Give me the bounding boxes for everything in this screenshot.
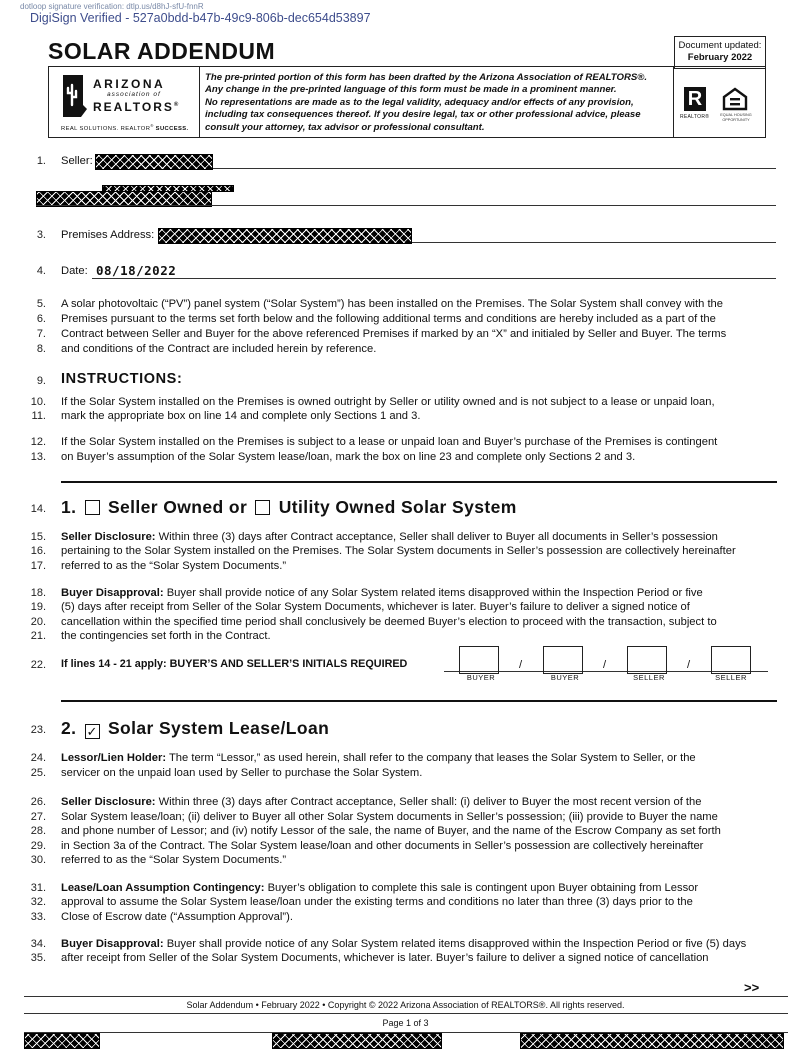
continue-arrow: >> bbox=[744, 980, 760, 995]
buyer-disapproval-line: cancellation within the specified time period shall conclusively be deemed Buyer’s election to proceed with the transaction, subject to bbox=[61, 616, 717, 628]
intro-para-line: Contract between Seller and Buyer for the above referenced Premises if marked by an “X” and initialed by Seller and Buyer. The terms bbox=[61, 328, 727, 340]
line-number: 8. bbox=[36, 343, 46, 355]
seller-initials-box[interactable] bbox=[627, 646, 667, 674]
seller-name-redacted bbox=[95, 154, 213, 170]
buyer-disapproval-line: the contingencies set forth in the Contract. bbox=[61, 630, 271, 642]
document-updated-box bbox=[674, 36, 766, 69]
intro-line: The pre-printed portion of this form has been drafted by the Arizona Association of REALTORS®. bbox=[205, 72, 648, 83]
line-number: 3. bbox=[36, 229, 46, 241]
realtor-r-icon: R bbox=[684, 87, 706, 111]
section-2-number: 2. bbox=[61, 718, 77, 738]
realtor-mark: REALTOR® bbox=[680, 114, 710, 120]
line-number: 13. bbox=[30, 451, 46, 463]
section-1-heading bbox=[61, 497, 517, 518]
eho-label: EQUAL HOUSING OPPORTUNITY bbox=[720, 113, 752, 122]
footer-redacted-2 bbox=[272, 1033, 442, 1049]
initials-required-label: If lines 14 - 21 apply: BUYER’S AND SELLER’S INITIALS REQUIRED bbox=[61, 658, 408, 670]
line-number: 17. bbox=[30, 560, 46, 572]
intro-line: including tax consequences thereof. If you desire legal, tax or other professional advice, please bbox=[205, 109, 641, 121]
section-1-number: 1. bbox=[61, 497, 77, 517]
line-number: 31. bbox=[30, 882, 46, 894]
logo-realtors: REALTORS® bbox=[93, 100, 181, 114]
intro-para-line: A solar photovoltaic (“PV”) panel system (“Solar System”) has been installed on the Premises. The Solar System shall convey with the bbox=[61, 298, 724, 310]
line-number: 12. bbox=[30, 436, 46, 448]
seller-disclosure-label: Seller Disclosure: bbox=[61, 531, 156, 543]
footer-redacted-3 bbox=[520, 1033, 784, 1049]
line-number: 30. bbox=[30, 854, 46, 866]
line-number: 7. bbox=[36, 328, 46, 340]
line-number: 4. bbox=[36, 265, 46, 277]
assumption-label: Lease/Loan Assumption Contingency: bbox=[61, 882, 265, 894]
digisign-verification: DigiSign Verified - 527a0bdd-b47b-49c9-806b-dec654d53897 bbox=[30, 11, 371, 25]
seller-disclosure-2-line: Seller Disclosure: Within three (3) days after Contract acceptance, Seller shall: (i) deliver to Buyer the most recent version of the bbox=[61, 796, 702, 808]
initials-label: BUYER bbox=[466, 673, 496, 682]
line-number: 1. bbox=[36, 155, 46, 167]
line-number: 24. bbox=[30, 752, 46, 764]
line-number: 21. bbox=[30, 630, 46, 642]
seller-disclosure-2-line: in Section 3a of the Contract. The Solar System lease/loan and other documents in Seller’s possession are collectively hereinafter bbox=[61, 840, 704, 852]
line-number: 9. bbox=[36, 375, 46, 387]
seller-field-2[interactable] bbox=[36, 205, 776, 206]
footer-redacted-1 bbox=[24, 1033, 100, 1049]
buyer-disapproval-line: Buyer Disapproval: Buyer shall provide notice of any Solar System related items disapproved within the Inspection Period or five bbox=[61, 587, 703, 599]
seller-disclosure-2-label: Seller Disclosure: bbox=[61, 796, 156, 808]
initials-slash: / bbox=[603, 659, 607, 671]
lease-loan-checkbox[interactable]: ✓ bbox=[86, 724, 98, 739]
section-1-title-b: Utility Owned Solar System bbox=[278, 497, 517, 517]
instructions-line: mark the appropriate box on line 14 and complete only Sections 1 and 3. bbox=[61, 410, 421, 422]
doc-updated-label: Document updated: bbox=[678, 40, 762, 51]
line-number: 28. bbox=[30, 825, 46, 837]
footer-rule bbox=[24, 1013, 788, 1014]
lessor-label: Lessor/Lien Holder: bbox=[61, 752, 167, 764]
logo-brand: ARIZONA bbox=[93, 77, 166, 91]
seller-disclosure-2-line: Solar System lease/loan; (ii) deliver to Buyer all other Solar System documents in Seller’s possession; (iii) provide to Buyer the name bbox=[61, 811, 718, 823]
line-number: 5. bbox=[36, 298, 46, 310]
line-number: 19. bbox=[30, 601, 46, 613]
logos-right bbox=[673, 67, 766, 137]
initials-slash: / bbox=[519, 659, 523, 671]
arizona-state-icon bbox=[61, 75, 87, 117]
initials-label: BUYER bbox=[550, 673, 580, 682]
seller-disclosure-line: referred to as the “Solar System Documents.” bbox=[61, 560, 287, 572]
section-1-title-a: Seller Owned or bbox=[107, 497, 248, 517]
line-number: 26. bbox=[30, 796, 46, 808]
instructions-heading: INSTRUCTIONS: bbox=[61, 371, 183, 387]
instructions-line: If the Solar System installed on the Premises is subject to a lease or unpaid loan and Buyer’s purchase of the Premises is contingent bbox=[61, 436, 718, 448]
footer-rule bbox=[24, 996, 788, 997]
header-box bbox=[48, 66, 766, 138]
buyer-disapproval-label: Buyer Disapproval: bbox=[61, 587, 164, 599]
equal-housing-icon bbox=[722, 87, 748, 111]
logo-tagline: REAL SOLUTIONS. REALTOR® SUCCESS. bbox=[61, 123, 189, 132]
instructions-line: on Buyer’s assumption of the Solar System lease/loan, mark the box on line 23 and complete only Sections 2 and 3. bbox=[61, 451, 636, 463]
assumption-line: Lease/Loan Assumption Contingency: Buyer’s obligation to complete this sale is contingent upon Buyer obtaining from Lessor bbox=[61, 882, 699, 894]
section-divider bbox=[61, 700, 777, 702]
footer-copyright: Solar Addendum • February 2022 • Copyright © 2022 Arizona Association of REALTORS®. All rights reserved. bbox=[186, 1000, 625, 1010]
date-value: 08/18/2022 bbox=[96, 263, 177, 278]
line-number: 20. bbox=[30, 616, 46, 628]
intro-para-line: and conditions of the Contract are included herein by reference. bbox=[61, 343, 377, 355]
buyer-initials-box[interactable] bbox=[459, 646, 499, 674]
initials-slash: / bbox=[687, 659, 691, 671]
line-number: 22. bbox=[30, 659, 46, 671]
line-number: 35. bbox=[30, 952, 46, 964]
lessor-line: Lessor/Lien Holder: The term “Lessor,” as used herein, shall refer to the company that leases the Solar System to Seller, or the bbox=[61, 752, 696, 764]
line-number: 34. bbox=[30, 938, 46, 950]
doc-updated-date: February 2022 bbox=[687, 52, 753, 63]
seller-disclosure-2-line: referred to as the “Solar System Documents.” bbox=[61, 854, 287, 866]
initials-label: SELLER bbox=[715, 673, 747, 682]
seller-initials-box[interactable] bbox=[711, 646, 751, 674]
line-number: 14. bbox=[30, 503, 46, 515]
line-number: 33. bbox=[30, 911, 46, 923]
line-number: 15. bbox=[30, 531, 46, 543]
buyer-disapproval-2-label: Buyer Disapproval: bbox=[61, 938, 164, 950]
intro-line: consult your attorney, tax advisor or professional consultant. bbox=[205, 121, 485, 133]
intro-line: Any change in the pre-printed language of this form must be made in a prominent manner. bbox=[205, 84, 617, 96]
instructions-line: If the Solar System installed on the Premises is owned outright by Seller or utility owned and is not subject to a lease or unpaid loan, bbox=[61, 396, 715, 408]
logo-assoc: association of bbox=[107, 91, 161, 98]
seller-label: Seller: bbox=[61, 155, 93, 167]
buyer-disapproval-line: (5) days after receipt from Seller of the Solar System Documents, whichever is later. Buyer’s failure to deliver a signed notice of bbox=[61, 601, 690, 613]
line-number: 10. bbox=[30, 396, 46, 408]
date-field[interactable] bbox=[92, 278, 776, 279]
intro-line: No representations are made as to the legal validity, adequacy and/or effects of any provision, bbox=[205, 96, 634, 108]
seller-disclosure-2-line: and phone number of Lessor; and (iv) notify Lessor of the sale, the name of Buyer, and the name of the Escrow Company as set forth bbox=[61, 825, 721, 837]
buyer-disapproval-2-line: after receipt from Seller of the Solar System Documents, whichever is later. Buyer’s failure to deliver a signed notice of cancellation bbox=[61, 952, 709, 964]
line-number: 16. bbox=[30, 545, 46, 557]
seller-owned-checkbox[interactable] bbox=[85, 500, 100, 515]
initials-label: SELLER bbox=[633, 673, 665, 682]
utility-owned-checkbox[interactable] bbox=[255, 500, 270, 515]
seller-disclosure-line: pertaining to the Solar System installed on the Premises. The Solar System documents in Seller’s possession are collectively hereinafter bbox=[61, 545, 736, 557]
intro-disclaimer bbox=[205, 72, 675, 134]
intro-para-line: Premises pursuant to the terms set forth below and the following additional terms and conditions are hereby included as a part of the bbox=[61, 313, 716, 325]
line-number: 11. bbox=[31, 410, 46, 422]
line-number: 25. bbox=[30, 767, 46, 779]
line-number: 27. bbox=[30, 811, 46, 823]
date-label: Date: bbox=[61, 265, 88, 277]
assumption-line: approval to assume the Solar System lease/loan under the existing terms and conditions no later than three (3) days prior to the bbox=[61, 896, 693, 908]
line-number: 29. bbox=[30, 840, 46, 852]
buyer-initials-box[interactable] bbox=[543, 646, 583, 674]
line-number: 6. bbox=[36, 313, 46, 325]
page-number: Page 1 of 3 bbox=[382, 1018, 429, 1028]
section-2-heading bbox=[61, 718, 329, 739]
premises-redacted bbox=[158, 228, 412, 244]
dotloop-verification: dotloop signature verification: dtlp.us/d8hJ-sfU-fnnR bbox=[20, 2, 204, 11]
aar-logo bbox=[49, 67, 200, 137]
section-2-title: Solar System Lease/Loan bbox=[107, 718, 330, 738]
assumption-line: Close of Escrow date (“Assumption Approval”). bbox=[61, 911, 293, 923]
lessor-line: servicer on the unpaid loan used by Seller to purchase the Solar System. bbox=[61, 767, 423, 779]
seller-disclosure-line: Seller Disclosure: Within three (3) days after Contract acceptance, Seller shall deliver to Buyer all documents in Seller’s possession bbox=[61, 531, 718, 543]
line-number: 18. bbox=[30, 587, 46, 599]
page-title: SOLAR ADDENDUM bbox=[48, 38, 276, 64]
buyer-disapproval-2-line: Buyer Disapproval: Buyer shall provide notice of any Solar System related items disapproved within the Inspection Period or five (5) days bbox=[61, 938, 747, 950]
line-number: 32. bbox=[30, 896, 46, 908]
section-divider bbox=[61, 481, 777, 483]
premises-label: Premises Address: bbox=[61, 229, 155, 241]
line-number: 23. bbox=[30, 724, 46, 736]
